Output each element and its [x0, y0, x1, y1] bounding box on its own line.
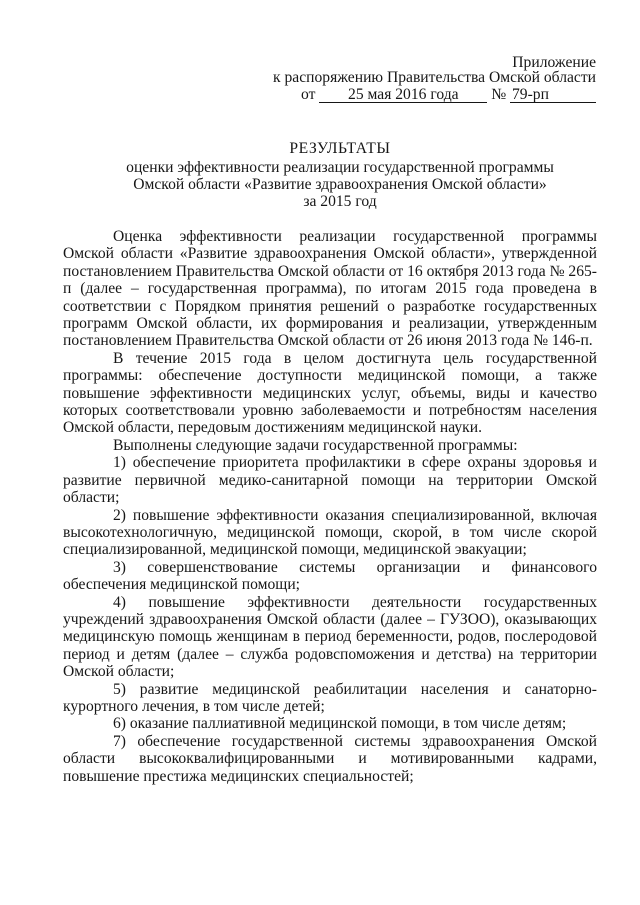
task-item-1: 1) обеспечение приоритета профилактики в сфере охраны здоровья и развитие первичной медико-санитарной помощи на территории Омской области;: [63, 454, 597, 507]
number-prefix: №: [491, 86, 507, 103]
document-subtitle-line-3: за 2015 год: [303, 193, 377, 210]
appendix-reference: к распоряжению Правительства Омской области: [273, 69, 596, 86]
document-subtitle-line-2: Омской области «Развитие здравоохранения Омской области»: [133, 176, 547, 193]
date-prefix: от: [300, 86, 316, 103]
document-title: РЕЗУЛЬТАТЫ: [289, 140, 391, 157]
task-item-6: 6) оказание паллиативной медицинской помощи, в том числе детям;: [113, 715, 567, 733]
document-body: [63, 228, 597, 785]
appendix-label: Приложение: [512, 54, 596, 71]
number-value: 79-рп: [510, 87, 596, 103]
task-item-2: 2) повышение эффективности оказания специализированной, включая высокотехнологичную, медицинской помощи, скорой, в том числе скорой специализированной, медицинской помощи, медицинской эвакуации;: [63, 506, 597, 559]
paragraph-goal: В течение 2015 года в целом достигнута цель государственной программы: обеспечение доступности медицинской помощи, а также повышение эффективности медицинских услуг, объемы, виды и качество которых соответствовали уровню заболеваемости и потребностям населения Омской области, передовым достижениям медицинской науки.: [63, 349, 597, 437]
task-item-4: 4) повышение эффективности деятельности государственных учреждений здравоохранения Омской области (далее – ГУЗОО), оказывающих медицинскую помощь женщинам в период беременности, родов, послеродовой период и детям (далее – служба родовспоможения и детства) на территории Омской области;: [63, 593, 597, 681]
paragraph-tasks-heading: Выполнены следующие задачи государственной программы:: [113, 436, 518, 454]
date-value: 25 мая 2016 года: [319, 87, 487, 103]
appendix-date-number-line: [301, 85, 596, 104]
task-item-7: 7) обеспечение государственной системы здравоохранения Омской области высококвалифицированными и мотивированными кадрами, повышение престижа медицинских специальностей;: [63, 732, 597, 785]
task-item-3: 3) совершенствование системы организации и финансового обеспечения медицинской помощи;: [63, 558, 597, 594]
task-item-5: 5) развитие медицинской реабилитации населения и санаторно-курортного лечения, в том числе детей;: [63, 680, 597, 715]
document-subtitle-line-1: оценки эффективности реализации государственной программы: [126, 159, 554, 176]
paragraph-intro: Оценка эффективности реализации государственной программы Омской области «Развитие здравоохранения Омской области», утвержденной постановлением Правительства Омской области от 16 октября 2013 года № 265-п (далее – государственная программа), по итогам 2015 года проведена в соответствии с Порядком принятия решений о разработке государственных программ Омской области, их формирования и реализации, утвержденным постановлением Правительства Омской области от 26 июня 2013 года № 146-п.: [63, 228, 597, 350]
